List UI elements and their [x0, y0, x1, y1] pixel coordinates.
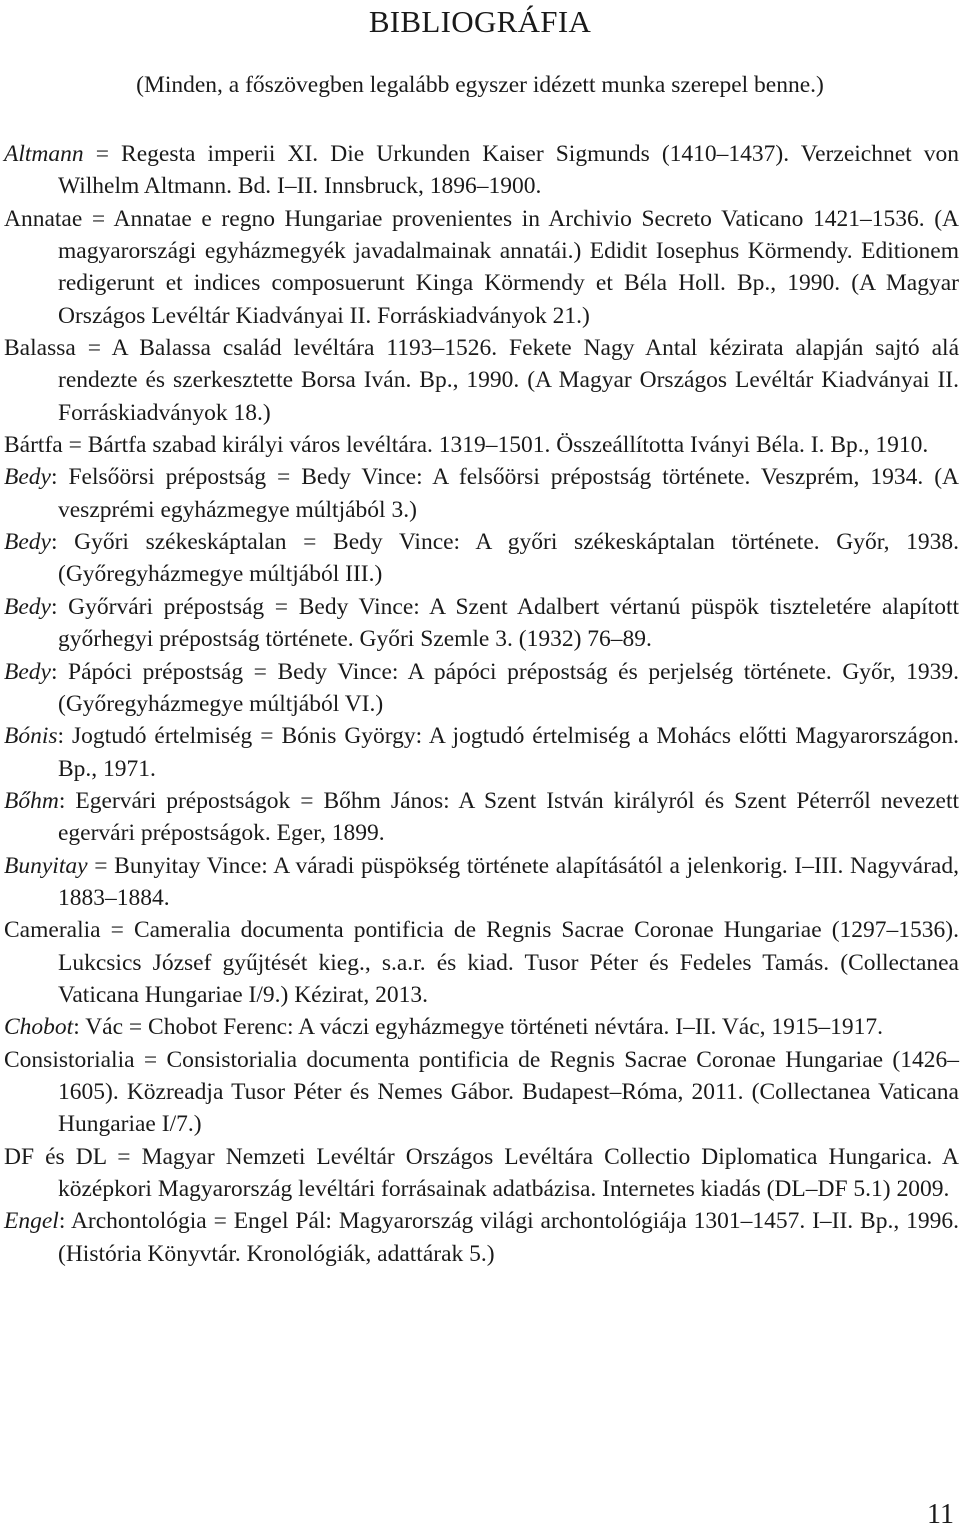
entry-text: = Bártfa szabad királyi város levéltára. 1319–1501. Összeállította Iványi Béla. I. Bp., 1910.	[62, 432, 929, 459]
entry-key: Annatae	[4, 205, 83, 232]
entry-text: = Bunyitay Vince: A váradi püspökség története alapításától a jelenkorig. I–III. Nagyvárad, 1883–1884.	[58, 852, 959, 911]
entry-text: : Pápóci prépostság = Bedy Vince: A pápóci prépostság és perjelség története. Győr, 1939. (Győregyházmegye múltjából VI.)	[50, 658, 959, 717]
bibliography-entry-altmann	[4, 138, 959, 203]
bibliography-entry-cameralia	[4, 914, 959, 1011]
entry-key: Cameralia	[4, 917, 101, 944]
bibliography-entry-engel	[4, 1205, 959, 1270]
entry-text: = Consistorialia documenta pontificia de Regnis Sacrae Coronae Hungariae (1426–1605). Közreadja Tusor Péter és Nemes Gábor. Budapest–Róma, 2011. (Collectanea Vaticana Hungariae I/7.)	[58, 1046, 959, 1138]
entry-key: Bedy	[4, 658, 51, 685]
bibliography-entry-consistorialia	[4, 1044, 959, 1141]
entry-key: Chobot	[4, 1014, 74, 1041]
entry-text: = A Balassa család levéltára 1193–1526. Fekete Nagy Antal kézirata alapján sajtó alá rendezte és szerkesztette Borsa Iván. Bp., 1990. (A Magyar Országos Levéltár Kiadványai II. Forráskiadványok 18.)	[58, 335, 959, 426]
bibliography-entry-bunyitay	[4, 850, 959, 915]
bibliography-entry-chobot	[4, 1011, 959, 1043]
bibliography-entry-df-dl	[4, 1141, 959, 1206]
entry-key: Bőhm	[4, 787, 59, 814]
entry-key: Consistorialia	[4, 1046, 135, 1073]
bibliography-entry-bedy-gyor	[4, 526, 959, 591]
page-number: 11	[927, 1499, 954, 1530]
entry-text: : Archontológia = Engel Pál: Magyarország világi archontológiája 1301–1457. I–II. Bp., 1996. (História Könyvtár. Kronológiák, adattárak 5.)	[58, 1208, 959, 1267]
bibliography-entry-bedy-gyorvar	[4, 591, 959, 656]
page-title: BIBLIOGRÁFIA	[368, 4, 592, 39]
entry-text: : Győri székeskáptalan = Bedy Vince: A győri székeskáptalan története. Győr, 1938. (Győregyházmegye múltjából III.)	[50, 529, 959, 588]
bibliography-entry-annatae	[4, 203, 959, 332]
bibliography-entry-bedy-papoc	[4, 656, 959, 721]
entry-key: Bunyitay	[4, 852, 88, 879]
entry-text: = Annatae e regno Hungariae provenientes in Archivio Secreto Vaticano 1421–1536. (A magyarországi egyházmegyék javadalmainak annatái.) Edidit Iosephus Körmendy. Editionem redigerunt et indices composuerunt Kinga Körmendy et Béla Holl. Bp., 1990. (A Magyar Országos Levéltár Kiadványai II. Forráskiadványok 21.)	[58, 205, 959, 329]
entry-key: Bedy	[4, 464, 51, 491]
entry-key: Bónis	[4, 723, 58, 750]
entry-text: = Regesta imperii XI. Die Urkunden Kaiser Sigmunds (1410–1437). Verzeichnet von Wilhelm Altmann. Bd. I–II. Innsbruck, 1896–1900.	[58, 141, 959, 200]
bibliography-entry-bonis	[4, 720, 959, 785]
entry-text: : Vác = Chobot Ferenc: A váczi egyházmegye történeti névtára. I–II. Vác, 1915–1917.	[73, 1014, 884, 1041]
entry-key: Altmann	[4, 141, 84, 167]
entry-text: = Magyar Nemzeti Levéltár Országos Levéltára Collectio Diplomatica Hungarica. A középkori Magyarország levéltári forrásainak adatbázisa. Internetes kiadás (DL–DF 5.1) 2009.	[58, 1143, 959, 1202]
entry-text: : Győrvári prépostság = Bedy Vince: A Szent Adalbert vértanú püspök tiszteletére alapított győrhegyi prépostság története. Győri Szemle 3. (1932) 76–89.	[50, 593, 959, 653]
entry-key: Engel	[4, 1208, 59, 1235]
entry-key: DF és DL	[4, 1143, 107, 1170]
bibliography-list	[4, 138, 959, 1270]
bibliography-entry-bartfa	[4, 429, 959, 461]
entry-key: Bedy	[4, 593, 51, 620]
bibliography-entry-bohm	[4, 785, 959, 850]
bibliography-entry-balassa	[4, 332, 959, 429]
bibliography-note: (Minden, a főszövegben legalább egyszer idézett munka szerepel benne.)	[136, 72, 824, 98]
entry-key: Bártfa	[4, 432, 63, 459]
entry-text: : Jogtudó értelmiség = Bónis György: A jogtudó értelmiség a Mohács előtti Magyarországon. Bp., 1971.	[57, 723, 959, 782]
bibliography-entry-bedy-felsoors	[4, 461, 959, 526]
entry-text: : Egervári prépostságok = Bőhm János: A Szent István királyról és Szent Péterről nevezett egervári prépostságok. Eger, 1899.	[58, 787, 959, 847]
entry-text: = Cameralia documenta pontificia de Regnis Sacrae Coronae Hungariae (1297–1536). Lukcsics József gyűjtését kieg., s.a.r. és kiad. Tusor Péter és Fedeles Tamás. (Collectanea Vaticana Hungariae I/9.) Kézirat, 2013.	[58, 917, 959, 1008]
entry-text: : Felsőörsi prépostság = Bedy Vince: A felsőörsi prépostság története. Veszprém, 1934. (A veszprémi egyházmegye múltjából 3.)	[50, 464, 959, 523]
entry-key: Balassa	[4, 335, 76, 362]
entry-key: Bedy	[4, 529, 51, 556]
